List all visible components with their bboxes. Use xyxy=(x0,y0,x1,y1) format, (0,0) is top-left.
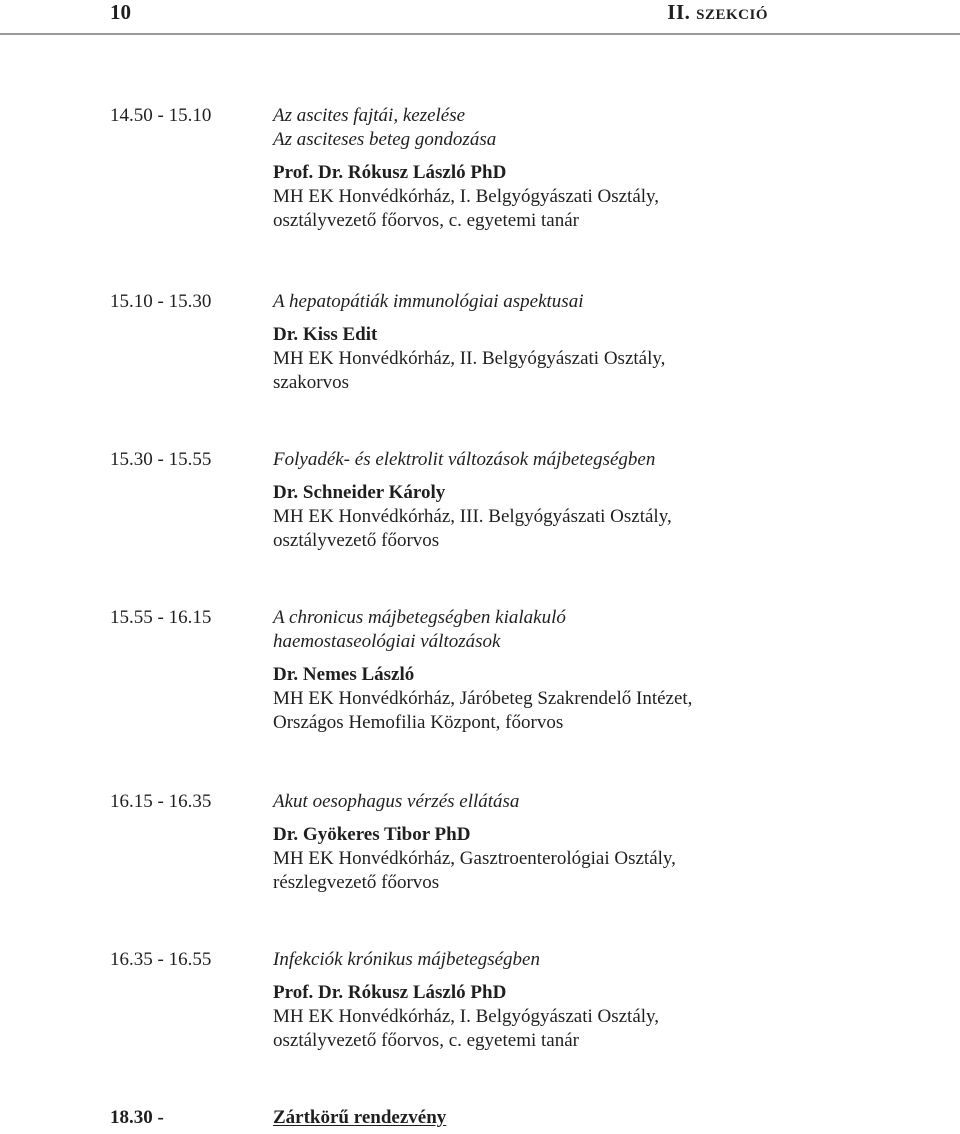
speaker-name: Dr. Gyökeres Tibor PhD xyxy=(273,824,471,845)
speaker-affiliation: MH EK Honvédkórház, I. Belgyógyászati Osztály, xyxy=(273,1006,660,1027)
talk-title: Folyadék- és elektrolit változások májbetegségben xyxy=(273,449,656,470)
closing-time: 18.30 - xyxy=(110,1107,164,1128)
speaker-affiliation: MH EK Honvédkórház, Járóbeteg Szakrendelő Intézet, xyxy=(273,688,693,709)
header-divider xyxy=(0,33,960,35)
speaker-affiliation: MH EK Honvédkórház, Gasztroenterológiai Osztály, xyxy=(273,848,676,869)
session-content xyxy=(273,790,953,895)
session-time: 15.10 - 15.30 xyxy=(110,291,212,312)
speaker-name: Dr. Schneider Károly xyxy=(273,482,446,503)
closing-content xyxy=(273,1106,953,1130)
speaker-affiliation: osztályvezető főorvos, c. egyetemi tanár xyxy=(273,1030,579,1051)
page-header xyxy=(0,0,960,38)
speaker-affiliation: MH EK Honvédkórház, III. Belgyógyászati Osztály, xyxy=(273,506,672,527)
session-time: 16.15 - 16.35 xyxy=(110,791,212,812)
session-content xyxy=(273,104,953,233)
speaker-name: Prof. Dr. Rókusz László PhD xyxy=(273,162,507,183)
speaker-name: Dr. Nemes László xyxy=(273,664,415,685)
speaker-affiliation: MH EK Honvédkórház, II. Belgyógyászati Osztály, xyxy=(273,348,666,369)
talk-title: haemostaseológiai változások xyxy=(273,631,501,652)
session-time: 15.30 - 15.55 xyxy=(110,449,212,470)
section-title: II. szekció xyxy=(667,0,768,24)
session-content xyxy=(273,948,953,1053)
session-time: 16.35 - 16.55 xyxy=(110,949,212,970)
talk-title: Infekciók krónikus májbetegségben xyxy=(273,949,540,970)
speaker-name: Dr. Kiss Edit xyxy=(273,324,378,345)
talk-title: Az asciteses beteg gondozása xyxy=(273,129,497,150)
page-number: 10 xyxy=(110,0,131,24)
talk-title: A hepatopátiák immunológiai aspektusai xyxy=(273,291,584,312)
speaker-name: Prof. Dr. Rókusz László PhD xyxy=(273,982,507,1003)
session-time: 15.55 - 16.15 xyxy=(110,607,212,628)
session-content xyxy=(273,448,953,553)
session-content xyxy=(273,606,953,735)
speaker-affiliation: Országos Hemofilia Központ, főorvos xyxy=(273,712,564,733)
speaker-affiliation: MH EK Honvédkórház, I. Belgyógyászati Osztály, xyxy=(273,186,660,207)
talk-title: A chronicus májbetegségben kialakuló xyxy=(273,607,566,628)
closing-title: Zártkörű rendezvény xyxy=(273,1107,447,1128)
speaker-affiliation: részlegvezető főorvos xyxy=(273,872,440,893)
speaker-affiliation: osztályvezető főorvos, c. egyetemi tanár xyxy=(273,210,579,231)
speaker-affiliation: osztályvezető főorvos xyxy=(273,530,440,551)
session-content xyxy=(273,290,953,395)
session-time: 14.50 - 15.10 xyxy=(110,105,212,126)
talk-title: Akut oesophagus vérzés ellátása xyxy=(273,791,520,812)
speaker-affiliation: szakorvos xyxy=(273,372,349,393)
talk-title: Az ascites fajtái, kezelése xyxy=(273,105,466,126)
